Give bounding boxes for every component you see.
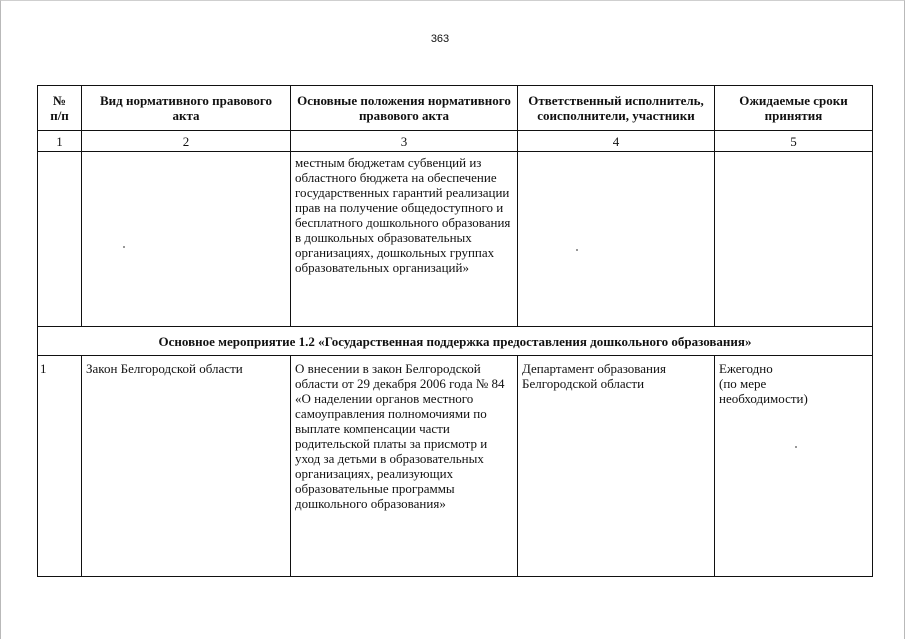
table-row	[38, 356, 873, 577]
cell-responsible: Департамент образования Белгородской области	[518, 356, 715, 577]
column-number: 5	[715, 131, 873, 152]
column-number: 3	[291, 131, 518, 152]
column-number: 2	[82, 131, 291, 152]
cell-responsible	[518, 152, 715, 327]
scan-speck	[123, 246, 125, 248]
cell-main-provisions: О внесении в закон Белгородской области от 29 декабря 2006 года № 84 «О наделении органов местного самоуправления полномочиями по выплате компенсации части родительской платы за присмотр и уход за детьми в образовательных организациях, реализующих образовательные программы дошкольного образования»	[291, 356, 518, 577]
scan-speck	[795, 446, 797, 448]
header-row	[38, 86, 873, 131]
cell-act-type: Закон Белгородской области	[82, 356, 291, 577]
header-act-type: Вид нормативного правового акта	[82, 86, 291, 131]
header-main-provisions: Основные положения нормативного правового акта	[291, 86, 518, 131]
cell-number	[38, 152, 82, 327]
cell-main-provisions: местным бюджетам субвенций из областного бюджета на обеспечение государственных гарантий реализации прав на получение общедоступного и бесплатного дошкольного образования в дошкольных образовательных организациях, дошкольных группах образовательных организаций»	[291, 152, 518, 327]
column-number: 4	[518, 131, 715, 152]
header-expected-dates: Ожидаемые сроки принятия	[715, 86, 873, 131]
cell-expected-dates	[715, 152, 873, 327]
scan-speck	[576, 249, 578, 251]
column-numbers-row	[38, 131, 873, 152]
section-title: Основное мероприятие 1.2 «Государственная поддержка предоставления дошкольного образования»	[38, 327, 873, 356]
cell-number: 1	[38, 356, 82, 577]
cell-expected-dates: Ежегодно (по мере необходимости)	[715, 356, 873, 577]
normative-acts-table	[37, 85, 873, 577]
cell-act-type	[82, 152, 291, 327]
header-responsible: Ответственный исполнитель, соисполнители, участники	[518, 86, 715, 131]
continuation-row	[38, 152, 873, 327]
page-number: 363	[430, 33, 450, 45]
column-number: 1	[38, 131, 82, 152]
header-number: № п/п	[38, 86, 82, 131]
section-row	[38, 327, 873, 356]
